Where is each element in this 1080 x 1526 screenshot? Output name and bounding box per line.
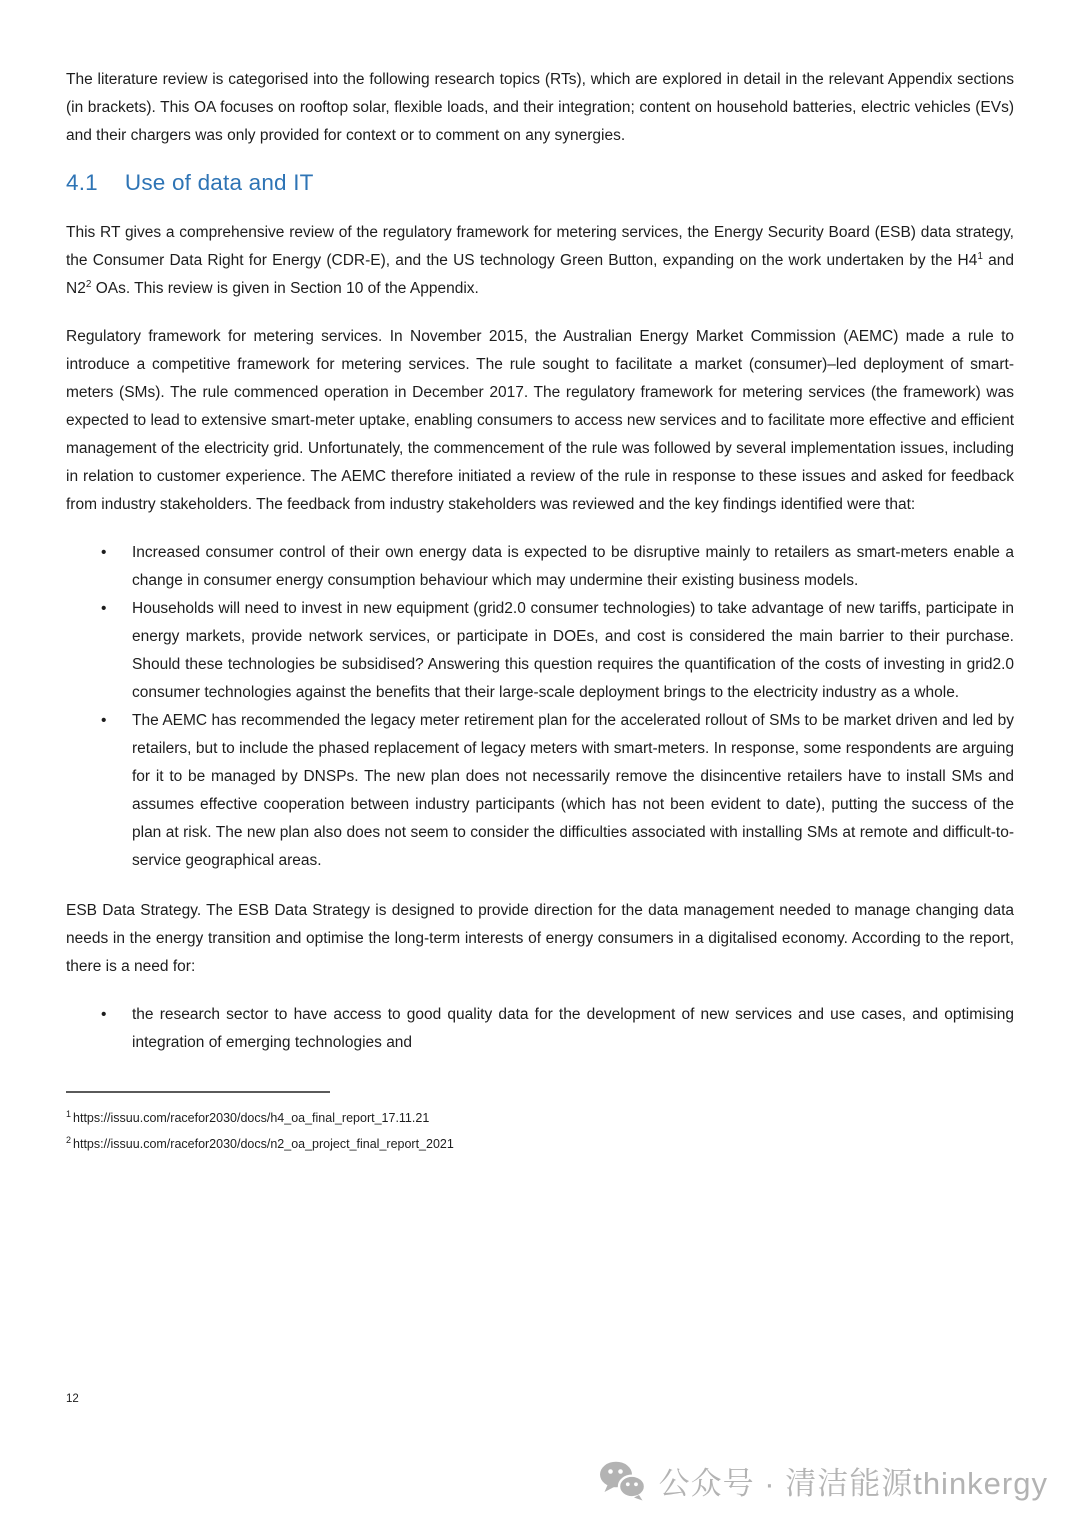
- section-title: Use of data and IT: [124, 170, 314, 195]
- footnote-ref-2: 2: [85, 278, 92, 290]
- regulatory-framework-paragraph: Regulatory framework for metering services. In November 2015, the Australian Energy Market Commission (AEMC) made a rule to introduce a competitive framework for metering services. The rule sought to facilitate a market (consumer)–led deployment of smart-meters (SMs). The rule commenced operation in December 2017. The regulatory framework for metering services (the framework) was expected to lead to extensive smart-meter uptake, enabling consumers to access new services and to facilitate more effective and efficient management of the electricity grid. Unfortunately, the commencement of the rule was followed by several implementation issues, including in relation to customer experience. The AEMC therefore initiated a review of the rule in response to these issues and asked for feedback from industry stakeholders. The feedback from industry stakeholders was reviewed and the key findings identified were that:: [66, 328, 1015, 513]
- list-item-text: Households will need to invest in new equipment (grid2.0 consumer technologies) to take advantage of new tariffs, participate in energy markets, provide network services, or participate in DOEs, and cost is considered the main barrier to their purchase. Should these technologies be subsidised? Answering this question requires the quantification of the costs of investing in grid2.0 consumer technologies against the benefits that their large-scale deployment brings to the electricity industry as a whole.: [132, 600, 1014, 701]
- wechat-watermark: [599, 1458, 1048, 1503]
- footnote-separator: [66, 1091, 330, 1093]
- rt-overview-text: OAs. This review is given in Section 10 of the Appendix.: [91, 280, 479, 297]
- rt-overview-text: This RT gives a comprehensive review of the regulatory framework for metering services, the Energy Security Board (ESB) data strategy, the Consumer Data Right for Energy (CDR-E), and the US technology Green Button, expanding on the work undertaken by the H4: [66, 224, 1014, 269]
- list-item: [66, 539, 1014, 595]
- footnote-2: [66, 1131, 1014, 1157]
- intro-paragraph: The literature review is categorised into the following research topics (RTs), which are explored in detail in the relevant Appendix sections (in brackets). This OA focuses on rooftop solar, flexible loads, and their integration; content on household batteries, electric vehicles (EVs) and their chargers was only provided for context or to comment on any synergies.: [66, 71, 1014, 144]
- bullet-marker: •: [101, 712, 107, 729]
- bullet-marker: •: [101, 544, 107, 561]
- list-item-text: the research sector to have access to good quality data for the development of new services and use cases, and optimising integration of emerging technologies and: [132, 1006, 1014, 1051]
- bullet-marker: •: [101, 600, 107, 617]
- section-number: 4.1: [66, 170, 98, 195]
- list-item: [66, 707, 1014, 875]
- footnote-ref-1: 1: [977, 250, 983, 262]
- rt-overview-text: and N2: [66, 252, 1015, 297]
- footnote-marker: 1: [66, 1108, 72, 1119]
- list-item: [66, 1001, 1014, 1057]
- esb-data-strategy-paragraph: ESB Data Strategy. The ESB Data Strategy is designed to provide direction for the data management needed to manage changing data needs in the energy transition and optimise the long-term interests of energy consumers in a digitalised economy. According to the report, there is a need for:: [66, 902, 1014, 975]
- bullet-marker: •: [101, 1006, 107, 1023]
- footnote-url: https://issuu.com/racefor2030/docs/n2_oa_project_final_report_2021: [73, 1137, 454, 1151]
- list-item: [66, 595, 1014, 707]
- section-heading: [66, 170, 1014, 196]
- key-findings-list: [66, 539, 1014, 875]
- wechat-icon: [599, 1461, 647, 1501]
- footnote-marker: 2: [66, 1134, 72, 1145]
- document-page: [66, 66, 1014, 1157]
- page-number: 12: [66, 1393, 79, 1405]
- watermark-text: 公众号 · 清洁能源thinkergy: [658, 1466, 1048, 1501]
- list-item-text: Increased consumer control of their own energy data is expected to be disruptive mainly to retailers as smart-meters enable a change in consumer energy consumption behaviour which may undermine their existing business models.: [132, 544, 1014, 589]
- footnote-1: [66, 1105, 1014, 1131]
- rt-overview-paragraph: [66, 219, 1014, 303]
- esb-needs-list: [66, 1001, 1014, 1057]
- list-item-text: The AEMC has recommended the legacy meter retirement plan for the accelerated rollout of SMs to be market driven and led by retailers, but to include the phased replacement of legacy meters with smart-meters. In response, some respondents are arguing for it to be managed by DNSPs. The new plan does not necessarily remove the disincentive retailers have to install SMs and assumes effective cooperation between industry participants (which has not been evident to date), putting the success of the plan at risk. The new plan also does not seem to consider the difficulties associated with installing SMs at remote and difficult-to-service geographical areas.: [132, 712, 1014, 869]
- footnote-url: https://issuu.com/racefor2030/docs/h4_oa_final_report_17.11.21: [73, 1111, 430, 1125]
